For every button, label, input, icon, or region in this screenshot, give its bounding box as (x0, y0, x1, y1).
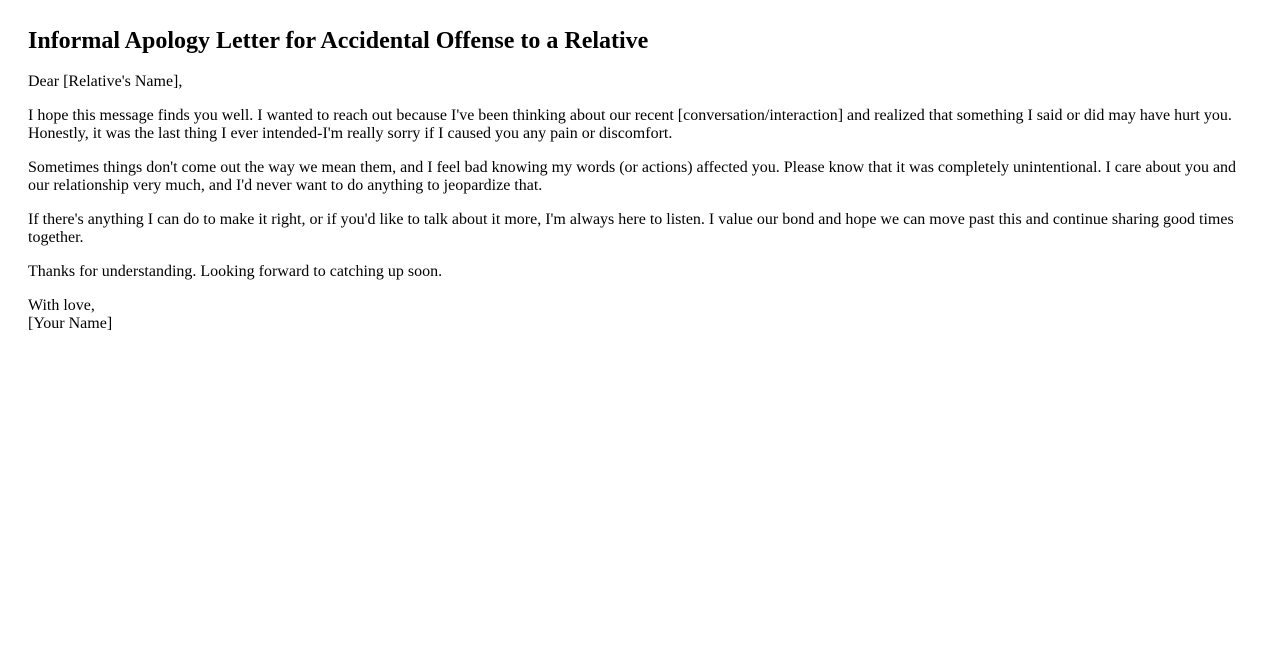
letter-page (28, 0, 1250, 349)
letter-title: Informal Apology Letter for Accidental Offense to a Relative (28, 28, 649, 54)
letter-paragraph-1: I hope this message finds you well. I wanted to reach out because I've been thinking about our recent [conversation/interaction] and realized that something I said or did may have hurt you. Honestly, it was the last thing I ever intended-I'm really sorry if I caused you any pain or discomfort. (28, 107, 1232, 142)
letter-closing: With love, (28, 297, 95, 314)
letter-paragraph-4: Thanks for understanding. Looking forward to catching up soon. (28, 263, 443, 280)
letter-salutation: Dear [Relative's Name], (28, 73, 183, 90)
letter-paragraph-3: If there's anything I can do to make it right, or if you'd like to talk about it more, I'm always here to listen. I value our bond and hope we can move past this and continue sharing good times together. (28, 211, 1234, 246)
letter-signature: [Your Name] (28, 315, 113, 332)
letter-paragraph-2: Sometimes things don't come out the way we mean them, and I feel bad knowing my words (or actions) affected you. Please know that it was completely unintentional. I care about you and our relationship very much, and I'd never want to do anything to jeopardize that. (28, 159, 1237, 194)
letter-closing-block (28, 297, 1250, 333)
